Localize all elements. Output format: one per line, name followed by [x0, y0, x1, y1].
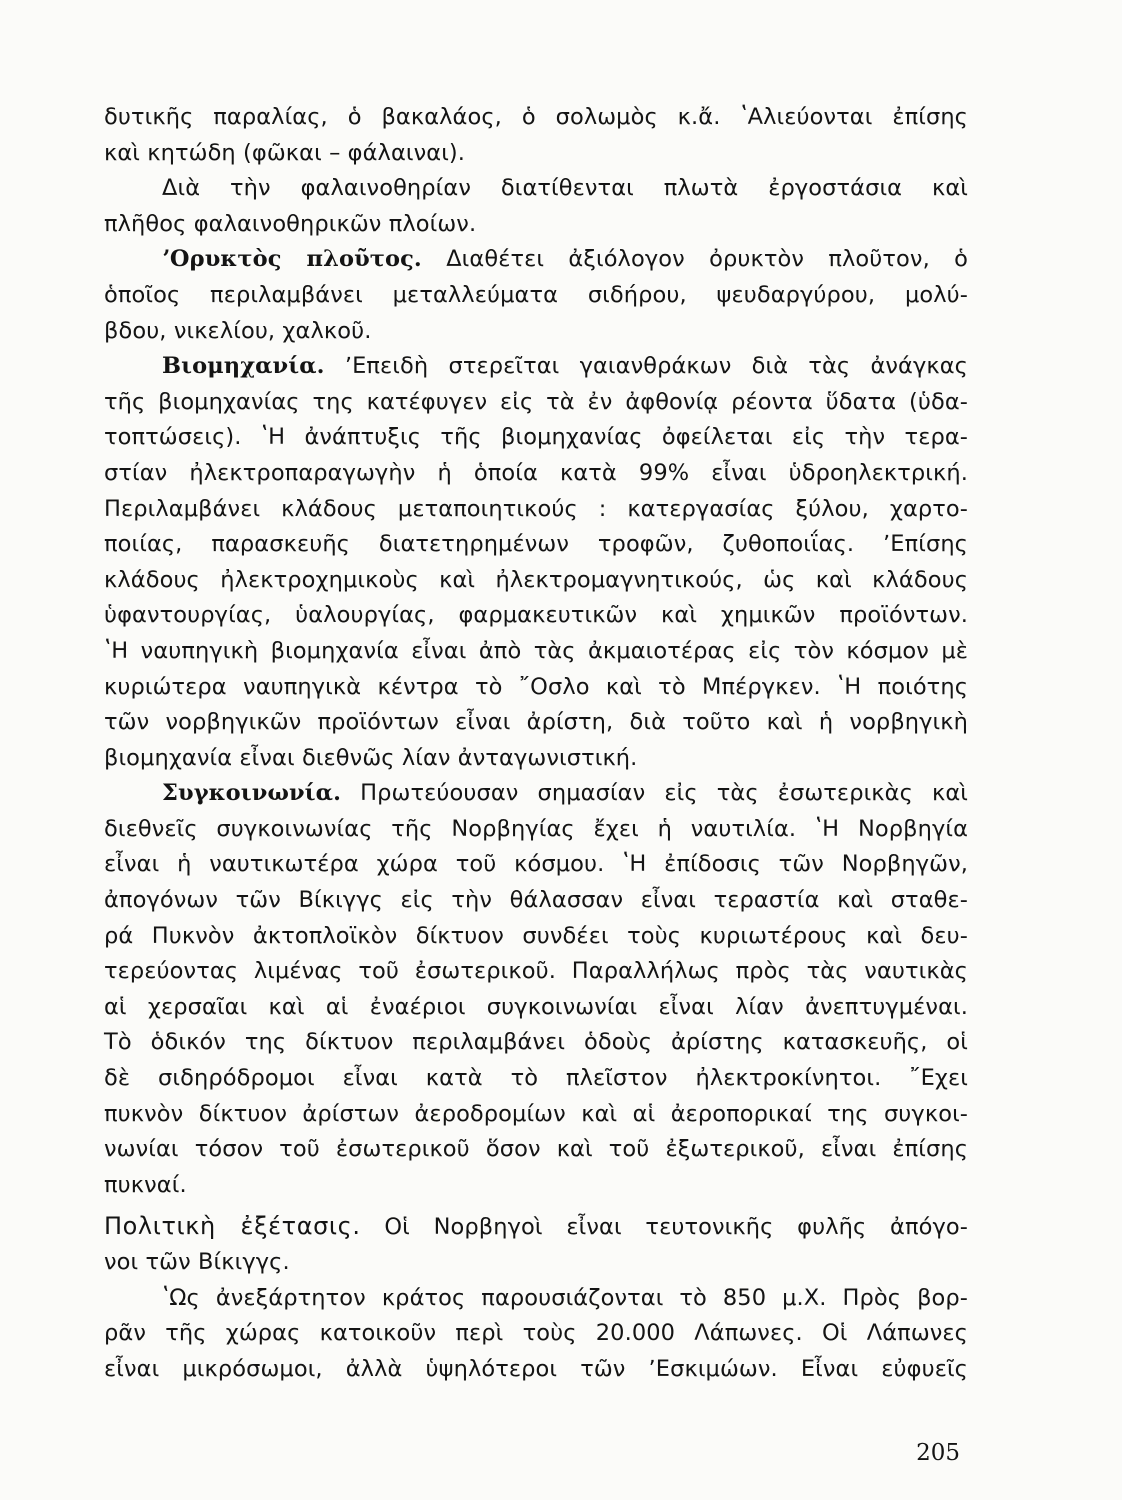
text-line: πυκνὸν δίκτυον ἀρίστων ἀεροδρομίων καὶ αἱ ἀεροπορικαί της συγκοι-	[104, 1100, 968, 1127]
text-line: τῶν νορβηγικῶν προϊόντων εἶναι ἀρίστη, διὰ τοῦτο καὶ ἡ νορβηγικὴ	[104, 709, 968, 736]
text-line: Συγκοινωνία. Πρωτεύουσαν σημασίαν εἰς τὰς ἐσωτερικὰς καὶ	[162, 780, 968, 807]
paragraph-mineral-wealth	[104, 242, 968, 349]
paragraph-lapps	[104, 1281, 968, 1388]
text-line: πυκναί.	[104, 1171, 187, 1198]
text-line: Διὰ τὴν φαλαινοθηρίαν διατίθενται πλωτὰ ἐργοστάσια καὶ	[162, 175, 968, 202]
text-line: καὶ κητώδη (φῶκαι – φάλαιναι).	[104, 139, 466, 166]
text-line: ρᾶν τῆς χώρας κατοικοῦν περὶ τοὺς 20.000 Λάπωνες. Οἱ Λάπωνες	[104, 1320, 968, 1347]
text-line: δυτικῆς παραλίας, ὁ βακαλάος, ὁ σολωμὸς κ.ἄ. ʽΑλιεύονται ἐπίσης	[104, 104, 968, 130]
text-line: Βιομηχανία. ʼΕπειδὴ στερεῖται γαιανθράκων διὰ τὰς ἀνάγκας	[162, 353, 968, 380]
text-line: τῆς βιομηχανίας της κατέφυγεν εἰς τὰ ἐν ἀφθονίᾳ ρέοντα ὕδατα (ὑδα-	[104, 388, 968, 415]
text-line: ʽΗ ναυπηγικὴ βιομηχανία εἶναι ἀπὸ τὰς ἀκμαιοτέρας εἰς τὸν κόσμον μὲ	[104, 637, 968, 664]
paragraph-industry	[104, 349, 968, 776]
text-line: ʼΟρυκτὸς πλοῦτος. Διαθέτει ἀξιόλογον ὀρυκτὸν πλοῦτον, ὁ	[162, 246, 969, 273]
text-line: τοπτώσεις). ʽΗ ἀνάπτυξις τῆς βιομηχανίας ὀφείλεται εἰς τὴν τερα-	[104, 424, 968, 451]
text-line: νοι τῶν Βίκιγγς.	[104, 1249, 290, 1275]
paragraph-communications	[104, 776, 968, 1203]
text-line: στίαν ἠλεκτροπαραγωγὴν ἡ ὁποία κατὰ 99% εἶναι ὑδροηλεκτρική.	[104, 459, 968, 486]
text-line: ὑφαντουργίας, ὑαλουργίας, φαρμακευτικῶν καὶ χημικῶν προϊόντων.	[104, 602, 968, 629]
text-line: ὁποῖος περιλαμβάνει μεταλλεύματα σιδήρου, ψευδαργύρου, μολύ-	[104, 281, 968, 308]
text-line: Πολιτικὴ ἐξέτασις. Οἱ Νορβηγοὶ εἶναι τευτονικῆς φυλῆς ἀπόγο-	[104, 1212, 968, 1241]
text-line: βιομηχανία εἶναι διεθνῶς λίαν ἀνταγωνιστική.	[104, 744, 638, 771]
text-line: εἶναι ἡ ναυτικωτέρα χώρα τοῦ κόσμου. ʽΗ ἐπίδοσις τῶν Νορβηγῶν,	[104, 851, 968, 878]
text-line: νωνίαι τόσον τοῦ ἐσωτερικοῦ ὅσον καὶ τοῦ ἐξωτερικοῦ, εἶναι ἐπίσης	[104, 1136, 968, 1163]
text-line: κυριώτερα ναυπηγικὰ κέντρα τὸ ῎Οσλο καὶ τὸ Μπέργκεν. ʽΗ ποιότης	[104, 673, 968, 700]
paragraph-whaling	[104, 171, 968, 242]
text-line: ρά Πυκνὸν ἀκτοπλοϊκὸν δίκτυον συνδέει τοὺς κυριωτέρους καὶ δευ-	[104, 922, 968, 949]
text-line: κλάδους ἠλεκτροχημικοὺς καὶ ἠλεκτρομαγνητικούς, ὡς καὶ κλάδους	[104, 566, 968, 593]
heading-communications: Συγκοινωνία.	[162, 780, 342, 807]
paragraph-political	[104, 1209, 968, 1280]
text-line: Περιλαμβάνει κλάδους μεταποιητικούς : κατεργασίας ξύλου, χαρτο-	[104, 495, 968, 522]
text-line: ποιίας, παρασκευῆς διατετηρημένων τροφῶν, ζυθοποιΐας. ʼΕπίσης	[104, 531, 968, 558]
text-line: βδου, νικελίου, χαλκοῦ.	[104, 317, 372, 344]
heading-industry: Βιομηχανία.	[162, 353, 325, 380]
text-line: διεθνεῖς συγκοινωνίας τῆς Νορβηγίας ἔχει ἡ ναυτιλία. ʽΗ Νορβηγία	[104, 815, 968, 842]
text-line: Τὸ ὁδικόν της δίκτυον περιλαμβάνει ὁδοὺς ἀρίστης κατασκευῆς, οἱ	[104, 1029, 968, 1056]
text-line: εἶναι μικρόσωμοι, ἀλλὰ ὑψηλότεροι τῶν ʼΕσκιμώων. Εἶναι εὐφυεῖς	[104, 1355, 968, 1382]
text-line: πλῆθος φαλαινοθηρικῶν πλοίων.	[104, 210, 477, 237]
text-line: τερεύοντας λιμένας τοῦ ἐσωτερικοῦ. Παραλλήλως πρὸς τὰς ναυτικὰς	[104, 958, 968, 985]
heading-mineral-wealth: ʼΟρυκτὸς πλοῦτος.	[162, 246, 422, 273]
heading-political-review: Πολιτικὴ ἐξέτασις.	[104, 1212, 361, 1241]
body-text	[104, 100, 968, 1387]
text-line: ʽΩς ἀνεξάρτητον κράτος παρουσιάζονται τὸ 850 μ.Χ. Πρὸς βορ-	[162, 1284, 968, 1311]
page-number: 205	[916, 1440, 960, 1466]
paragraph-fishing	[104, 100, 968, 171]
text-line: ἀπογόνων τῶν Βίκιγγς εἰς τὴν θάλασσαν εἶναι τεραστία καὶ σταθε-	[104, 887, 968, 914]
text-line: δὲ σιδηρόδρομοι εἶναι κατὰ τὸ πλεῖστον ἠλεκτροκίνητοι. ῎Εχει	[104, 1065, 968, 1092]
text-line: αἱ χερσαῖαι καὶ αἱ ἐναέριοι συγκοινωνίαι εἶναι λίαν ἀνεπτυγμέναι.	[104, 993, 968, 1020]
